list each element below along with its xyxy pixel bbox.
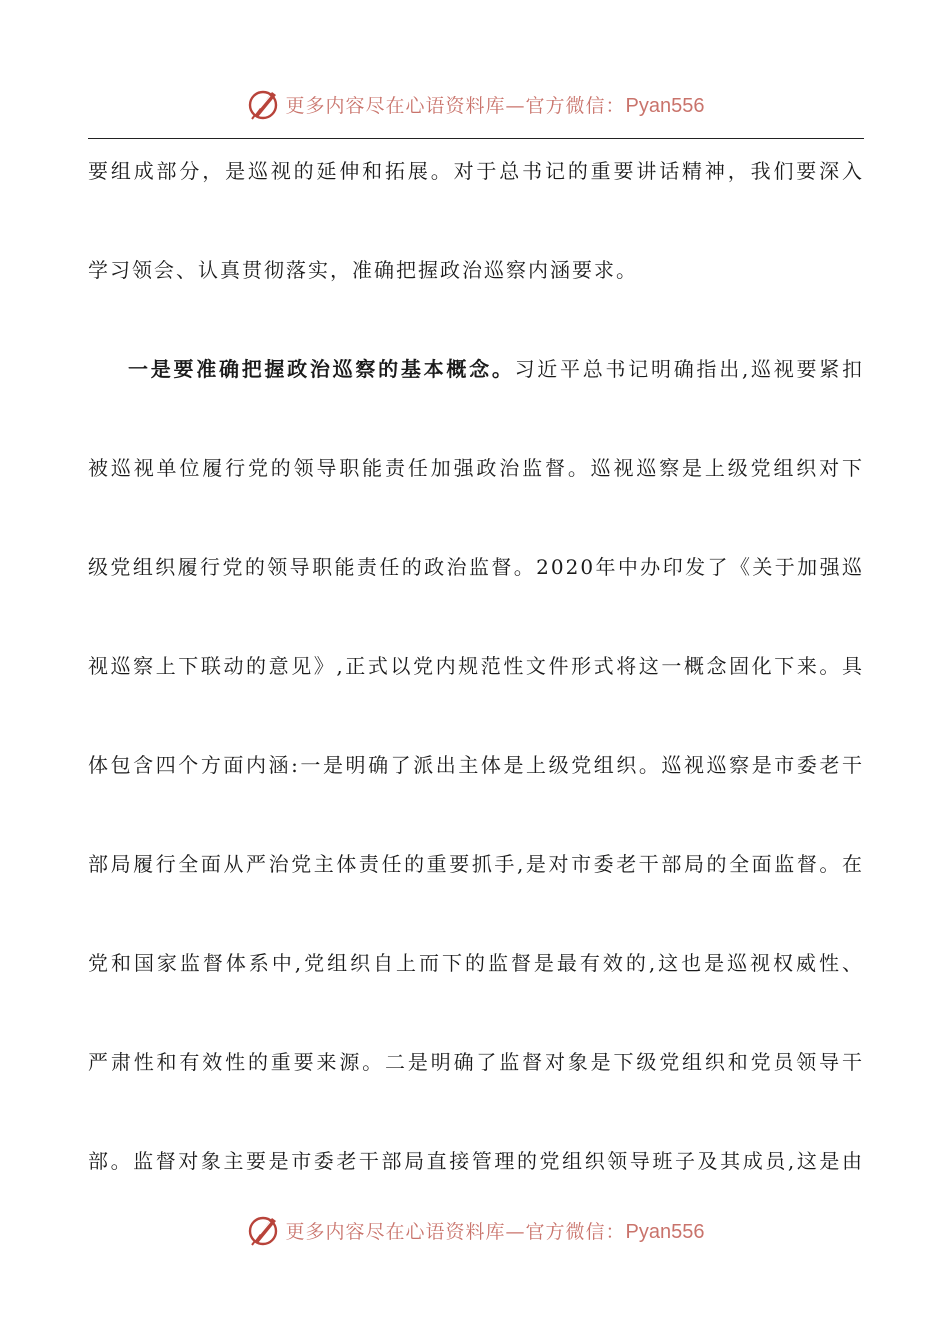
- footer-banner-text: 更多内容尽在心语资料库—官方微信：Pyan556: [285, 1220, 705, 1243]
- text-line: 级党组织履行党的领导职能责任的政治监督。2020年中办印发了《关于加强巡: [88, 555, 864, 579]
- text-line: 被巡视单位履行党的领导职能责任加强政治监督。巡视巡察是上级党组织对下: [88, 456, 864, 480]
- text-line: 党和国家监督体系中,党组织自上而下的监督是最有效的,这也是巡视权威性、: [88, 951, 864, 975]
- footer-banner: [0, 1208, 950, 1252]
- quill-pen-icon: [246, 1212, 282, 1248]
- text-line: 一是要准确把握政治巡察的基本概念。习近平总书记明确指出,巡视要紧扣: [128, 357, 864, 381]
- text-line: 视巡察上下联动的意见》,正式以党内规范性文件形式将这一概念固化下来。具: [88, 654, 864, 678]
- header-wechat-id: Pyan556: [625, 94, 705, 117]
- quill-pen-icon: [246, 86, 282, 122]
- section-heading: 一是要准确把握政治巡察的基本概念。: [128, 357, 515, 381]
- text-line: 部。监督对象主要是市委老干部局直接管理的党组织领导班子及其成员,这是由: [88, 1149, 864, 1173]
- header-divider: [88, 138, 864, 139]
- text-line: 学习领会、认真贯彻落实，准确把握政治巡察内涵要求。: [88, 258, 638, 282]
- text-line: 部局履行全面从严治党主体责任的重要抓手,是对市委老干部局的全面监督。在: [88, 852, 864, 876]
- document-body: [88, 148, 864, 1237]
- text-line: 要组成部分，是巡视的延伸和拓展。对于总书记的重要讲话精神，我们要深入: [88, 159, 864, 183]
- footer-wechat-id: Pyan556: [625, 1220, 705, 1243]
- header-banner-text: 更多内容尽在心语资料库—官方微信：Pyan556: [285, 94, 705, 117]
- header-banner: [0, 82, 950, 126]
- text-line: 体包含四个方面内涵:一是明确了派出主体是上级党组织。巡视巡察是市委老干: [88, 753, 864, 777]
- text-line: 严肃性和有效性的重要来源。二是明确了监督对象是下级党组织和党员领导干: [88, 1050, 864, 1074]
